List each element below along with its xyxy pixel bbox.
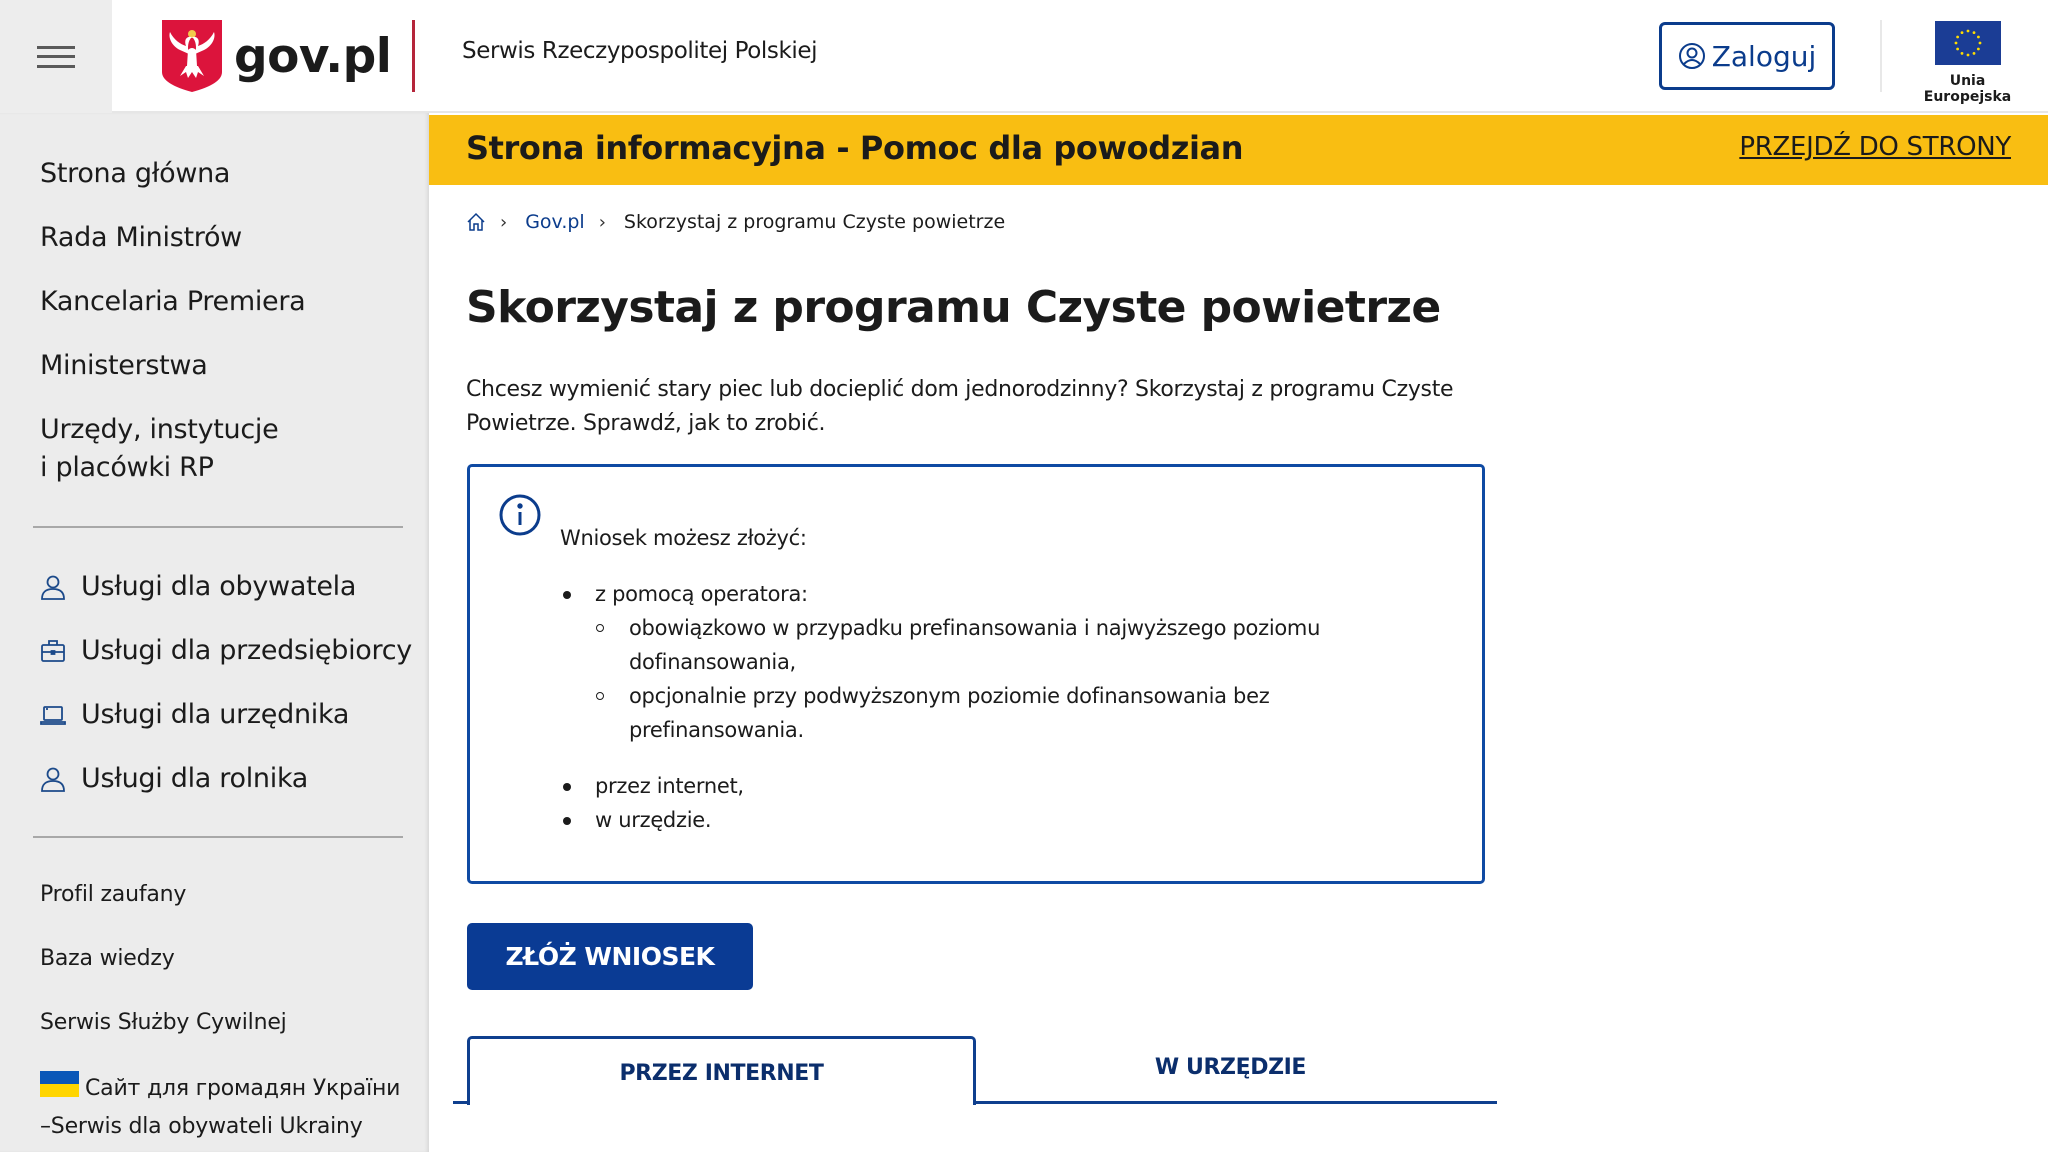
flood-help-banner: [429, 115, 2048, 185]
sidebar-item-civil-service[interactable]: Serwis Służby Cywilnej: [40, 1010, 287, 1035]
user-icon: [40, 766, 66, 792]
eu-flag-icon: [1935, 21, 2001, 65]
sidebar-item-farmer-services[interactable]: [40, 760, 308, 798]
header-divider-red: [412, 20, 415, 92]
sidebar-item-council-of-ministers[interactable]: Rada Ministrów: [40, 222, 242, 253]
menu-button[interactable]: [0, 0, 112, 113]
service-name: Serwis Rzeczypospolitej Polskiej: [462, 38, 818, 64]
user-circle-icon: [1678, 42, 1706, 70]
sidebar-divider: [33, 836, 403, 838]
sidebar-item-home[interactable]: Strona główna: [40, 158, 231, 189]
sidebar-item-official-services[interactable]: [40, 696, 349, 734]
site-header: [0, 0, 2048, 113]
logo-text: gov.pl: [234, 28, 392, 84]
page-title: Skorzystaj z programu Czyste powietrze: [466, 282, 1441, 333]
sidebar-item-offices-line1: Urzędy, instytucje: [40, 414, 279, 445]
eu-badge: [1905, 21, 2030, 105]
govpl-logo-link[interactable]: [162, 20, 391, 92]
ukraine-label-line1: Сайт для громадян України: [85, 1076, 401, 1101]
info-icon: [499, 494, 541, 536]
briefcase-icon: [40, 638, 66, 664]
sidebar-item-business-services[interactable]: [40, 632, 412, 670]
sidebar-item-ukraine[interactable]: [40, 1070, 400, 1146]
sidebar-item-ministries[interactable]: Ministerstwa: [40, 350, 208, 381]
sidebar-item-label: Usługi dla obywatela: [81, 571, 357, 602]
submit-application-button[interactable]: ZŁÓŻ WNIOSEK: [467, 923, 753, 990]
info-list: [560, 577, 1440, 837]
info-lead: Wniosek możesz złożyć:: [560, 526, 807, 550]
banner-title: Strona informacyjna - Pomoc dla powodzian: [466, 129, 1244, 167]
sidebar-divider: [33, 526, 403, 528]
sidebar-item-offices[interactable]: [40, 411, 278, 487]
list-item: w urzędzie.: [560, 803, 1440, 837]
banner-go-to-page-link[interactable]: PRZEJDŹ DO STRONY: [1739, 132, 2011, 162]
sidebar-item-offices-line2: i placówki RP: [40, 452, 214, 483]
sidebar-item-chancellery[interactable]: Kancelaria Premiera: [40, 286, 306, 317]
login-button[interactable]: [1659, 22, 1835, 90]
sidebar-item-citizen-services[interactable]: [40, 568, 356, 606]
user-icon: [40, 574, 66, 600]
home-icon[interactable]: [466, 212, 486, 232]
breadcrumb-current: Skorzystaj z programu Czyste powietrze: [623, 211, 1006, 233]
info-box: [467, 464, 1485, 884]
login-label: Zaloguj: [1711, 39, 1817, 73]
breadcrumb: [466, 207, 1005, 237]
sidebar-item-label: Usługi dla rolnika: [81, 763, 309, 794]
hamburger-icon: [37, 46, 75, 68]
ukraine-label-line2: –Serwis dla obywateli Ukrainy: [40, 1114, 363, 1139]
chevron-right-icon: ›: [598, 211, 606, 233]
ukraine-flag-icon: [40, 1071, 79, 1097]
sidebar-item-label: Usługi dla urzędnika: [81, 699, 350, 730]
polish-eagle-emblem-icon: [162, 20, 222, 92]
list-item: przez internet,: [560, 769, 1440, 803]
sidebar-item-trusted-profile[interactable]: Profil zaufany: [40, 882, 187, 907]
breadcrumb-govpl[interactable]: Gov.pl: [525, 211, 585, 233]
sidebar-item-knowledge-base[interactable]: Baza wiedzy: [40, 946, 175, 971]
header-divider: [1880, 20, 1882, 92]
tab-online[interactable]: PRZEZ INTERNET: [467, 1036, 976, 1105]
sub-list-item: obowiązkowo w przypadku prefinansowania i najwyższego poziomu dofinansowania,: [560, 611, 1440, 679]
sidebar-nav: [0, 113, 429, 1152]
list-item: z pomocą operatora:: [560, 577, 1440, 611]
tab-in-office[interactable]: W URZĘDZIE: [1154, 1054, 1307, 1080]
chevron-right-icon: ›: [500, 211, 508, 233]
sub-list: [560, 611, 1440, 747]
intro-text: Chcesz wymienić stary piec lub docieplić dom jednorodzinny? Skorzystaj z programu Czyste Powietrze. Sprawdź, jak to zrobić.: [466, 377, 1454, 436]
sidebar-item-label: Usługi dla przedsiębiorcy: [81, 635, 412, 666]
laptop-icon: [40, 702, 66, 728]
sub-list-item: opcjonalnie przy podwyższonym poziomie dofinansowania bez prefinansowania.: [560, 679, 1440, 747]
eu-label: Unia Europejska: [1923, 73, 2012, 105]
